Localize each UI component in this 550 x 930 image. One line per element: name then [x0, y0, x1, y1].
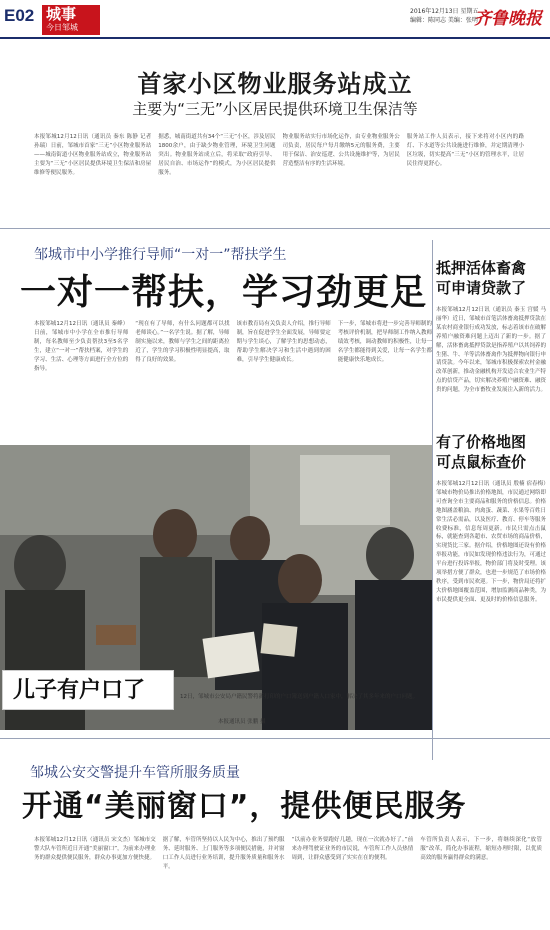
story2-column: 下一步，邹城市将进一步完善导师制的考核评价机制，把导师制工作纳入教师绩效考核，调动教师的积极性，让每一名学生都能得到关爱，让每一名学生都能健康快乐地成长。 [337, 321, 432, 363]
sidebar-story-2-headline: 有了价格地图 可点鼠标查价 [436, 433, 527, 471]
header-meta [410, 7, 478, 25]
sidebar-story-1-headline: 抵押活体畜禽 可申请贷款了 [436, 259, 527, 297]
story2-headline: 一对一帮扶，学习劲更足 [20, 272, 428, 313]
column-divider [432, 240, 433, 760]
photo-headline: 儿子有户口了 [13, 678, 146, 703]
story3-body [34, 836, 542, 926]
section-title: 城事 [46, 5, 77, 23]
story2-column: 本报邹城12月12日讯（通讯员 秦峰）日前，邹城市中小学在全市推行导师制，每名教师至少负责帮扶3至5名学生，建立“一对一”帮扶档案，对学生的学习、生活、心理等方面进行全方位的指导。 [34, 321, 129, 372]
photo-headline-box [2, 670, 174, 710]
story2-body [34, 320, 432, 438]
photo-credit: 本报通讯员 张鹏 摄 [218, 719, 266, 725]
page-header [0, 0, 550, 38]
date-line: 2016年12月13日 星期五 [410, 8, 479, 15]
story3-headline: 开通“美丽窗口”，提供便民服务 [22, 789, 467, 824]
story3-kicker: 邹城公安交警提升车管所服务质量 [30, 765, 240, 781]
section-divider [0, 228, 550, 229]
section-subtitle: 今日邹城 [46, 23, 78, 32]
sidebar-story-1-body: 本报邹城12月12日讯（通讯员 秦玉 宫媛 马丽华）近日，邹城市首笔活体畜禽抵押贷款在某农村商业银行成功发放，标志着该市在破解养殖户融资难问题上迈出了新的一步。据了解，活体畜禽抵押贷款是指养殖户以其饲养的生猪、牛、羊等活体畜禽作为抵押物向银行申请贷款。今年以来，邹城市积极探索农村金融改革创新，推动金融机构开发适合农业生产特点的信贷产品，切实解决养殖户融资难、融资贵的问题，为全市畜牧业发展注入新的活力。 [436, 307, 546, 394]
header-rule [0, 37, 550, 39]
section-banner [42, 5, 100, 35]
sidebar-story-2-body: 本报邹城12月12日讯（通讯员 殷楠 宿春梅）邹城市物价局推出价格地图，市民通过网络即可查询全市主要商品和服务的价格信息。价格地图涵盖粮油、肉禽蛋、蔬菜、水果等百姓日常生活必需品，以及医疗、教育、停车等服务收费标准，信息每周更新。市民只需点击鼠标，就能查到各超市、农贸市场的商品价格，实现货比三家。据介绍，价格地图还设有价格举报功能，市民如发现价格违法行为，可通过平台进行投诉举报，物价部门将及时受理。该项举措方便了群众，也进一步规范了市场价格秩序，受到市民欢迎。下一步，物价局还将扩大价格地图覆盖范围，增加监测商品种类，为市民提供更全面、更及时的价格信息服务。 [436, 481, 546, 603]
masthead-logo: 齐鲁晚报 [474, 9, 542, 29]
story3-column: 本报邹城12月12日讯（通讯员 宋文杰）邹城市交警大队车管所近日开通“美丽窗口”，为前来办理业务的群众提供便民服务，群众办事更加方便快捷。 [34, 837, 156, 861]
page-number: E02 [4, 6, 35, 25]
story1-body [34, 133, 524, 216]
story1-column: 本报邹城12月12日讯（通讯员 秦东 陈静 记者 孙瑞）日前，邹城市首家“三无”小区物业服务站——城南街道小区物业服务站成立，物业服务站主要为“三无”小区居民提供环境卫生保洁和房屋维修等便民服务。 [34, 134, 152, 176]
editor-line: 编辑：陈同志 美编：张明 [410, 17, 478, 24]
story2-kicker: 邹城市中小学推行导师“一对一”帮扶学生 [34, 247, 287, 263]
story3-column: 据了解，车管所坚持以人民为中心，推出了预约服务、延时服务、上门服务等多项便民措施，并对窗口工作人员进行业务培训，提升服务质量和服务水平。 [162, 837, 285, 870]
story1-column: 物业服务站实行市场化运作，由专业物业服务公司负责，居民每户每月缴纳5元的服务费，主要用于保洁、治安巡逻、公共设施维护等，为居民营造整洁有序的生活环境。 [282, 134, 400, 167]
story1-column: 据悉，城南街道共有34个“三无”小区，涉及居民1800余户，由于缺少物业管理，环境卫生问题突出。物业服务站成立后，将采取“政府引导、居民自治、市场运作”的模式，为小区居民提供服务。 [158, 134, 276, 176]
story1-subheadline: 主要为“三无”小区居民提供环境卫生保洁等 [132, 100, 418, 118]
sidebar-story-2 [436, 432, 546, 804]
story2-column: 该市教育局有关负责人介绍，推行导师制，旨在促进学生全面发展，导师要定期与学生谈心，了解学生的思想动态，帮助学生解决学习和生活中遇到的困难，引导学生健康成长。 [236, 321, 331, 363]
story1-column: 服务站工作人员表示，接下来将对小区内的路灯、下水道等公共设施进行维修，并定期清理小区垃圾，切实提高“三无”小区的管理水平，让居民住得更舒心。 [406, 134, 524, 167]
story1-headline: 首家小区物业服务站成立 [137, 70, 413, 98]
photo-caption: 12日，邹城市公安局户籍民警将新打印的户口簿送到户籍人口家中，解决了其多年来的户口问题。 [180, 694, 419, 700]
story2-column: “现在有了导师，有什么问题都可以找老师谈心。”一名学生说。据了解，导师制实施以来，教师与学生之间的距离拉近了，学生的学习积极性明显提高，取得了良好的效果。 [135, 321, 230, 363]
story3-column: “以前办业务要跑好几趟，现在一次就办好了。”前来办理驾驶证业务的市民说，车管所工作人员热情周到，让群众感受到了实实在在的便利。 [291, 837, 414, 861]
story3-column: 车管所负责人表示，下一步，将继续深化“放管服”改革，简化办事流程，缩短办理时限，以优质高效的服务赢得群众的满意。 [420, 837, 542, 861]
